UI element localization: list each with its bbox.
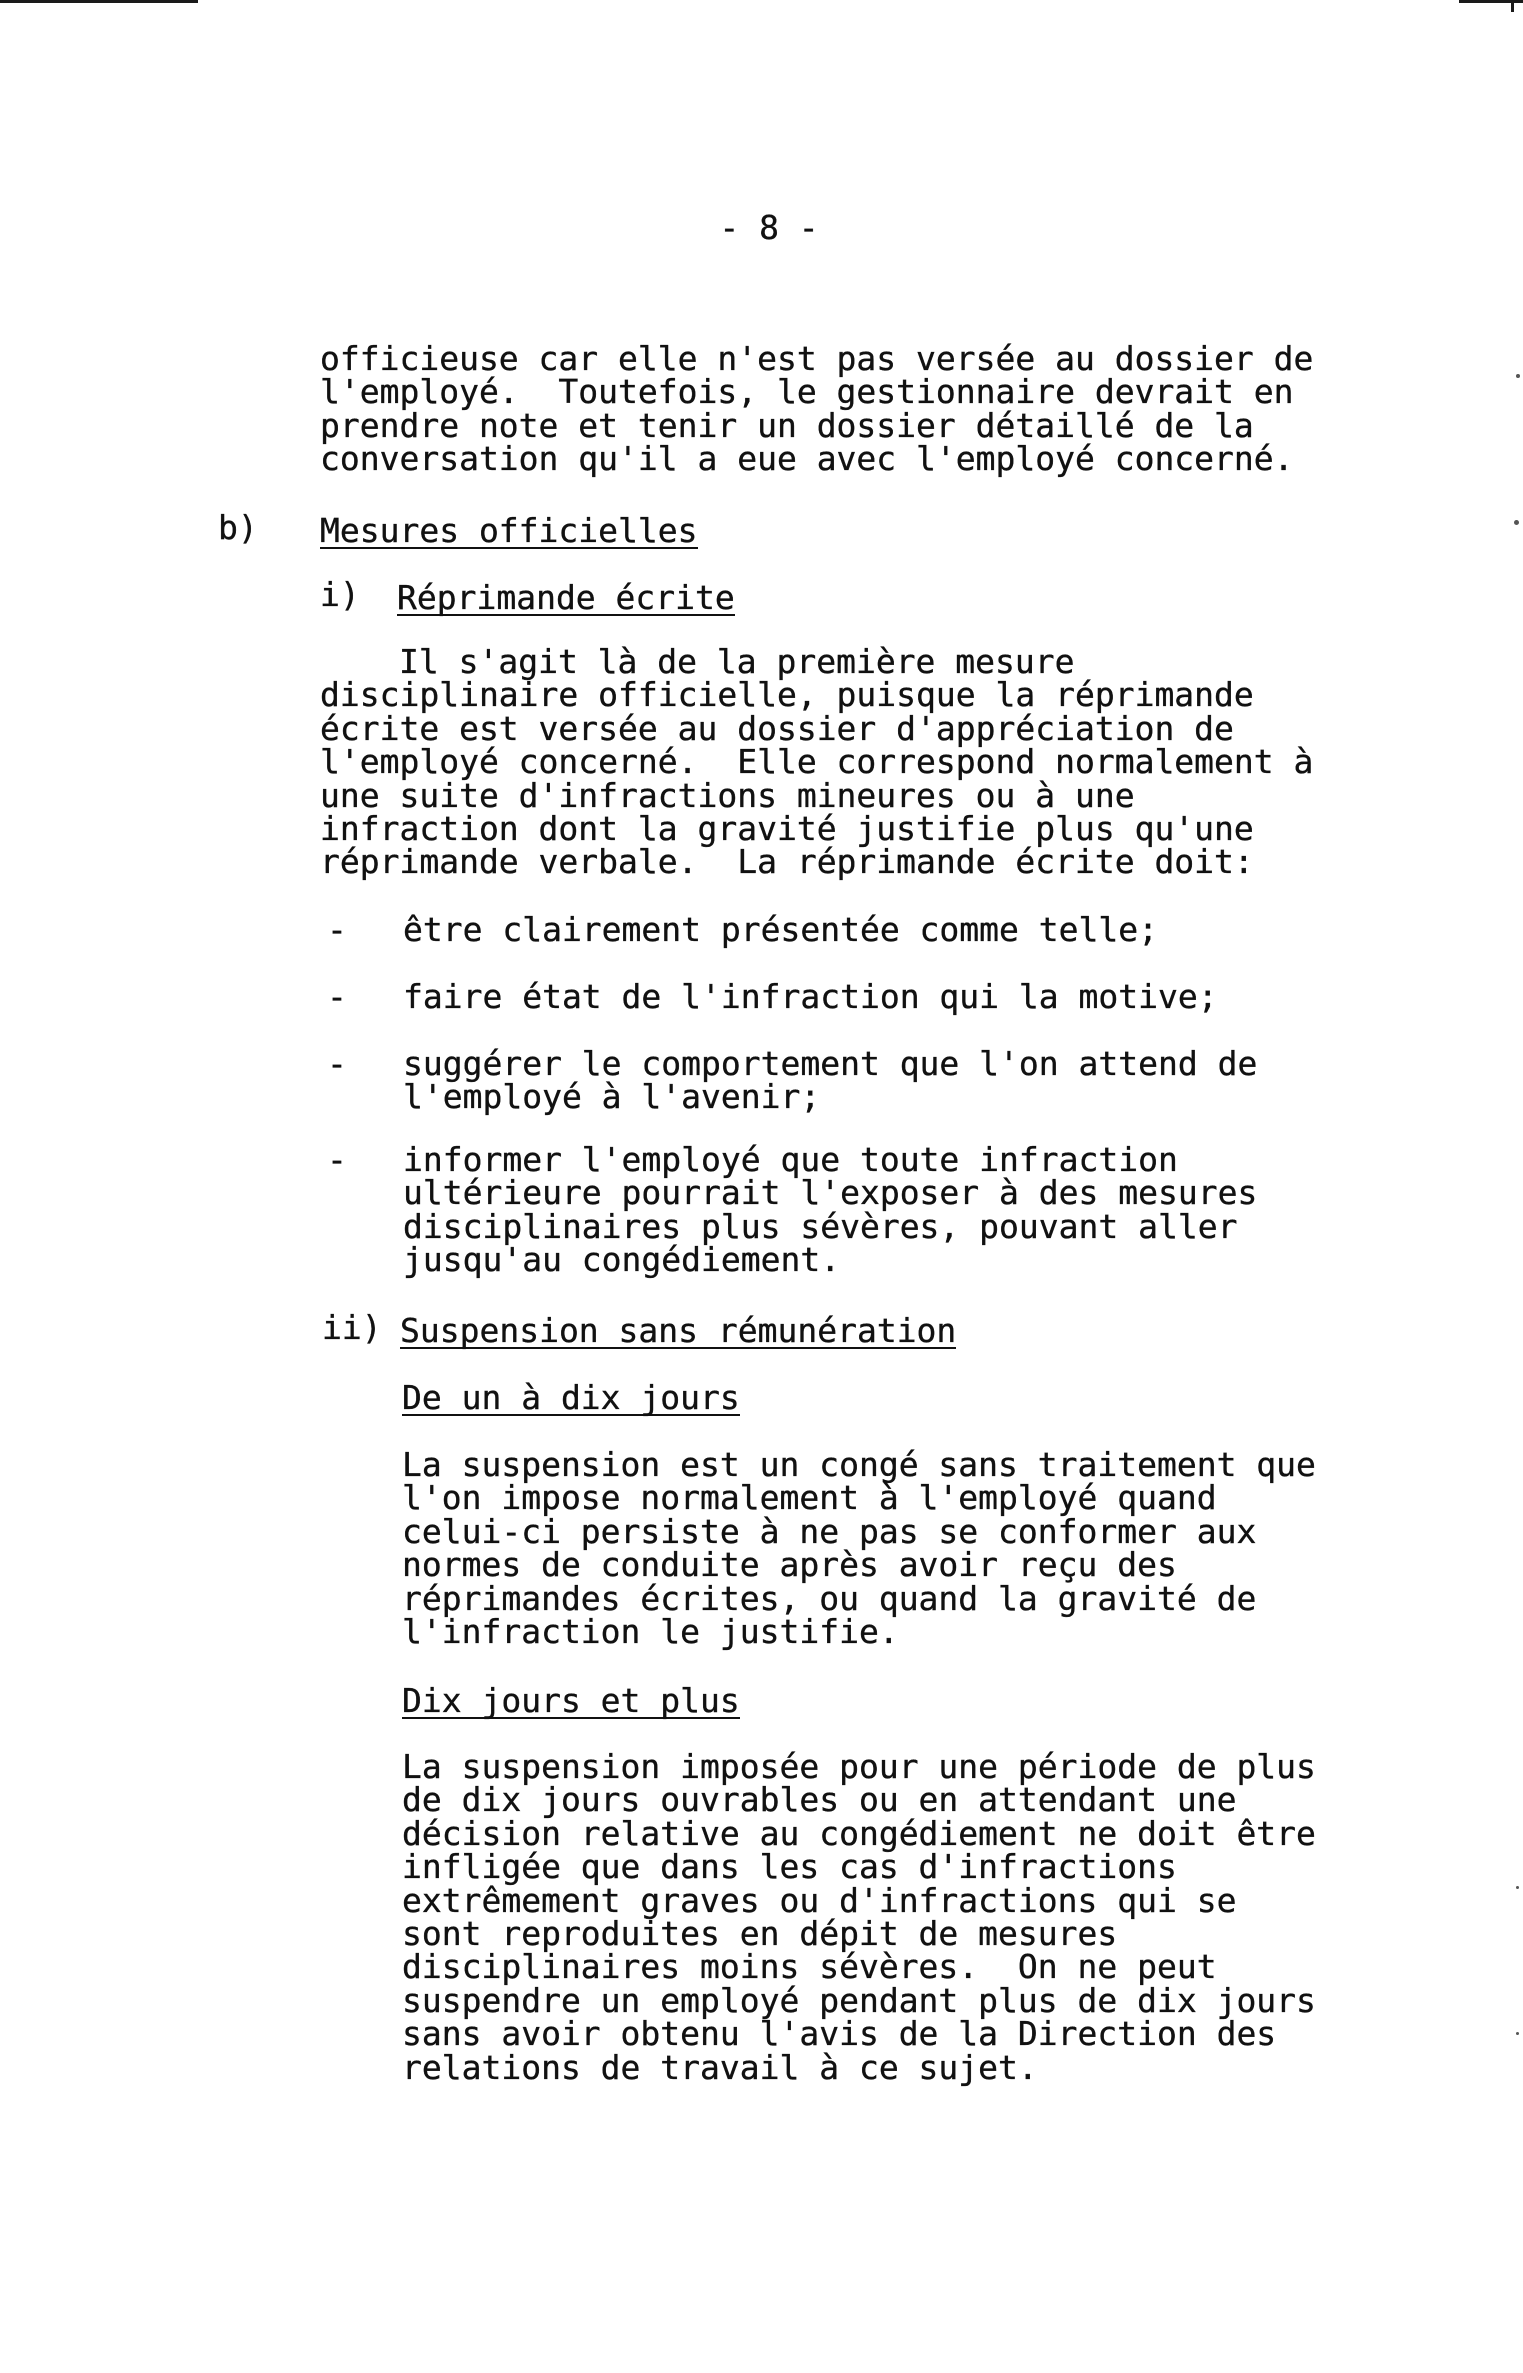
bullet-dash: -: [327, 977, 347, 1016]
text-line: infligée que dans les cas d'infractions: [402, 1847, 1177, 1887]
subsection-title: Dix jours et plus: [402, 1681, 740, 1720]
text-line: relations de travail à ce sujet.: [402, 2047, 1038, 2087]
bullet-dash: -: [327, 1140, 347, 1179]
part-ii-heading: [400, 1311, 956, 1350]
scan-edge-right-mark: [1511, 0, 1514, 12]
text-line: normes de conduite après avoir reçu des: [402, 1545, 1177, 1585]
subsection-title: De un à dix jours: [402, 1378, 740, 1417]
text-line: être clairement présentée comme telle;: [403, 910, 1158, 949]
intro-paragraph: [320, 339, 1314, 479]
text-line: disciplinaires moins sévères. On ne peut: [402, 1947, 1217, 1987]
text-line: l'employé. Toutefois, le gestionnaire devrait en: [320, 372, 1294, 412]
text-line: l'employé concerné. Elle correspond normalement à: [320, 742, 1314, 782]
text-line: ultérieure pourrait l'exposer à des mesures: [403, 1173, 1258, 1213]
bullet-dash: -: [327, 910, 347, 949]
text-line: l'infraction le justifie.: [402, 1611, 899, 1651]
scan-speck: [1516, 1886, 1519, 1889]
text-line: officieuse car elle n'est pas versée au dossier de: [320, 339, 1314, 378]
part-ii-marker: ii): [322, 1308, 382, 1347]
scan-speck: [1516, 374, 1520, 378]
bullet-text: [403, 1140, 1403, 1280]
text-line: réprimande verbale. La réprimande écrite doit:: [320, 842, 1254, 882]
page-number: - 8 -: [719, 208, 819, 247]
text-line: sont reproduites en dépit de mesures: [402, 1913, 1118, 1953]
text-line: conversation qu'il a eue avec l'employé concerné.: [320, 439, 1294, 479]
part-i-paragraph: [320, 642, 1314, 882]
text-line: écrite est versée au dossier d'appréciation de: [320, 708, 1234, 748]
text-line: l'employé à l'avenir;: [403, 1077, 821, 1117]
bullet-text: [403, 977, 1403, 1016]
part-i-marker: i): [320, 575, 360, 614]
part-i-heading: [397, 578, 735, 617]
text-line: décision relative au congédiement ne doit être: [402, 1813, 1316, 1853]
text-line: La suspension est un congé sans traitement que: [402, 1445, 1316, 1484]
text-line: suspendre un employé pendant plus de dix jours: [402, 1980, 1316, 2020]
text-line: de dix jours ouvrables ou en attendant une: [402, 1780, 1237, 1820]
text-line: une suite d'infractions mineures ou à une: [320, 775, 1135, 815]
subsection-paragraph: [402, 1445, 1316, 1651]
text-line: informer l'employé que toute infraction: [403, 1140, 1178, 1179]
bullet-dash: -: [327, 1044, 347, 1083]
text-line: faire état de l'infraction qui la motive;: [403, 977, 1218, 1016]
bullet-text: [403, 1044, 1403, 1117]
subsection-heading: [402, 1681, 740, 1720]
text-line: extrêmement graves ou d'infractions qui se: [402, 1880, 1237, 1920]
section-b-heading: [320, 511, 698, 550]
text-line: prendre note et tenir un dossier détaillé de la: [320, 405, 1254, 445]
text-line: sans avoir obtenu l'avis de la Direction des: [402, 2014, 1277, 2054]
section-b-title: Mesures officielles: [320, 511, 698, 550]
scan-edge-top-left: [0, 0, 198, 3]
text-line: suggérer le comportement que l'on attend de: [403, 1044, 1258, 1083]
scan-speck: [1514, 520, 1519, 525]
text-line: disciplinaires plus sévères, pouvant aller: [403, 1206, 1238, 1246]
text-line: réprimandes écrites, ou quand la gravité de: [402, 1578, 1257, 1618]
text-line: infraction dont la gravité justifie plus qu'une: [320, 808, 1254, 848]
text-line: La suspension imposée pour une période de plus: [402, 1747, 1316, 1786]
text-line: l'on impose normalement à l'employé quand: [402, 1478, 1217, 1518]
part-ii-title: Suspension sans rémunération: [400, 1311, 957, 1350]
text-line: celui-ci persiste à ne pas se conformer aux: [402, 1511, 1257, 1551]
text-line: disciplinaire officielle, puisque la réprimande: [320, 675, 1254, 715]
part-i-title: Réprimande écrite: [397, 578, 735, 617]
subsection-heading: [402, 1378, 740, 1417]
text-line: Il s'agit là de la première mesure: [399, 642, 1075, 681]
bullet-text: [403, 910, 1403, 949]
scan-speck: [1516, 2032, 1519, 2035]
subsection-paragraph: [402, 1747, 1316, 2087]
text-line: jusqu'au congédiement.: [403, 1240, 841, 1280]
section-b-marker: b): [218, 508, 258, 547]
